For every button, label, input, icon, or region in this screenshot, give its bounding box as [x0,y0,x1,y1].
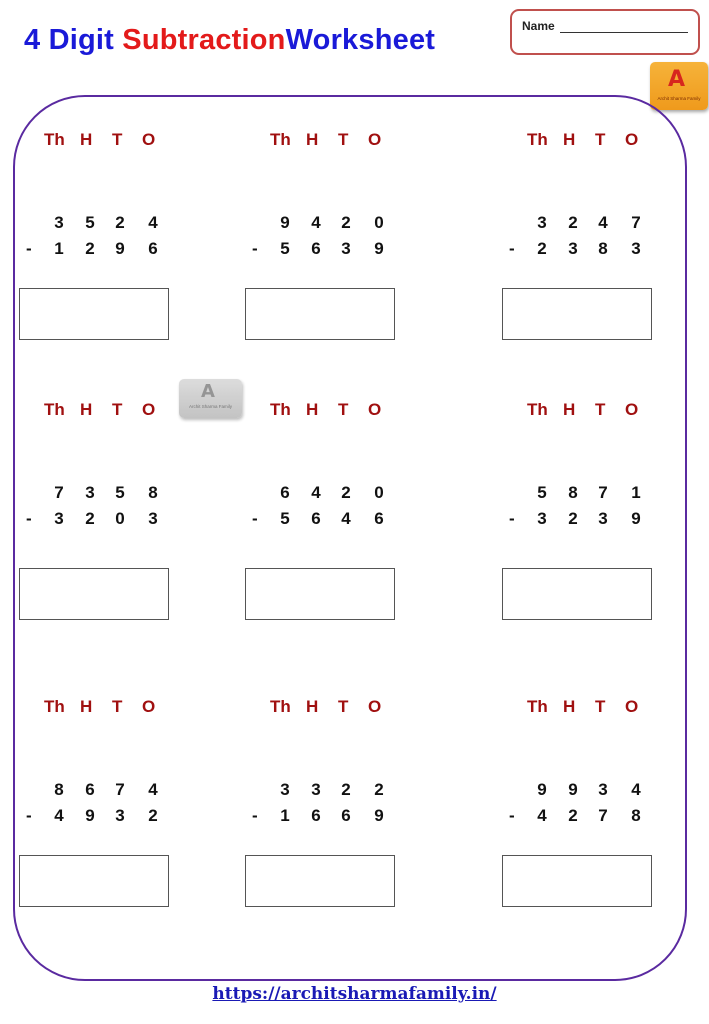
answer-box[interactable] [502,288,652,340]
minuend-digit: 5 [115,483,125,502]
minuend-digit: 4 [311,213,321,232]
minuend-digit: 2 [374,780,384,799]
subtrahend-digit: 5 [280,509,290,528]
minus-sign: - [509,509,515,528]
place-header-th: Th [270,697,291,716]
minuend-digit: 9 [537,780,547,799]
minuend-digit: 8 [148,483,158,502]
subtrahend-digit: 3 [341,239,351,258]
subtrahend-digit: 3 [568,239,578,258]
watermark-caption: Archit Sharma Family [188,404,232,409]
logo-a-icon: A [668,67,686,92]
place-header-t: T [338,400,349,419]
minuend-digit: 7 [598,483,608,502]
minuend-digit: 7 [631,213,641,232]
place-header-o: O [625,400,639,419]
minus-sign: - [26,806,32,825]
place-header-th: Th [527,130,548,149]
minuend-digit: 3 [598,780,608,799]
minus-sign: - [26,509,32,528]
title-part-2: Subtraction [122,24,286,56]
subtrahend-digit: 2 [568,806,578,825]
subtrahend-digit: 3 [54,509,64,528]
subtrahend-digit: 1 [54,239,64,258]
answer-box[interactable] [245,855,395,907]
minuend-digit: 1 [631,483,641,502]
place-header-h: H [563,130,576,149]
subtrahend-digit: 4 [54,806,64,825]
minuend-digit: 3 [54,213,64,232]
minuend-digit: 3 [280,780,290,799]
subtrahend-digit: 8 [631,806,641,825]
minuend-digit: 2 [341,780,351,799]
place-header-h: H [306,400,319,419]
minus-sign: - [26,239,32,258]
minus-sign: - [509,806,515,825]
subtrahend-digit: 9 [374,806,384,825]
answer-box[interactable] [19,855,169,907]
minuend-digit: 6 [85,780,95,799]
place-header-t: T [595,697,606,716]
subtrahend-digit: 9 [85,806,95,825]
place-header-o: O [142,130,156,149]
place-header-t: T [112,400,123,419]
subtrahend-digit: 9 [631,509,641,528]
subtrahend-digit: 3 [148,509,158,528]
minuend-digit: 4 [148,213,158,232]
place-header-t: T [595,400,606,419]
minuend-digit: 3 [311,780,321,799]
minus-sign: - [509,239,515,258]
footer-link[interactable]: https://architsharmafamily.in/ [212,984,497,1004]
brand-logo [650,62,708,110]
minuend-digit: 3 [85,483,95,502]
place-header-h: H [80,130,93,149]
minus-sign: - [252,239,258,258]
title-part-3: Worksheet [285,24,436,56]
subtrahend-digit: 2 [148,806,158,825]
answer-box[interactable] [502,568,652,620]
worksheet-title [24,24,435,57]
place-header-h: H [563,400,576,419]
minuend-digit: 4 [311,483,321,502]
subtrahend-digit: 0 [115,509,125,528]
place-header-t: T [338,697,349,716]
minuend-digit: 2 [341,483,351,502]
answer-box[interactable] [19,568,169,620]
subtrahend-digit: 3 [115,806,125,825]
watermark-a-icon: A [201,381,215,402]
subtrahend-digit: 2 [85,239,95,258]
subtrahend-digit: 1 [280,806,290,825]
subtrahend-digit: 6 [311,509,321,528]
place-header-th: Th [527,697,548,716]
minuend-digit: 6 [280,483,290,502]
minuend-digit: 2 [341,213,351,232]
subtrahend-digit: 3 [537,509,547,528]
place-header-h: H [80,697,93,716]
minuend-digit: 9 [280,213,290,232]
minuend-digit: 0 [374,213,384,232]
subtrahend-digit: 6 [148,239,158,258]
place-header-o: O [368,400,382,419]
place-header-o: O [625,130,639,149]
minuend-digit: 8 [568,483,578,502]
place-header-t: T [112,130,123,149]
place-header-th: Th [44,697,65,716]
subtrahend-digit: 6 [341,806,351,825]
minuend-digit: 7 [54,483,64,502]
minuend-digit: 0 [374,483,384,502]
answer-box[interactable] [502,855,652,907]
place-header-h: H [563,697,576,716]
subtrahend-digit: 2 [537,239,547,258]
subtrahend-digit: 6 [374,509,384,528]
answer-box[interactable] [245,288,395,340]
subtrahend-digit: 7 [598,806,608,825]
minuend-digit: 2 [568,213,578,232]
minuend-digit: 7 [115,780,125,799]
place-header-o: O [142,697,156,716]
place-header-t: T [338,130,349,149]
place-header-o: O [368,130,382,149]
minus-sign: - [252,509,258,528]
minuend-digit: 8 [54,780,64,799]
subtrahend-digit: 2 [85,509,95,528]
subtrahend-digit: 6 [311,806,321,825]
title-part-1: 4 Digit [24,24,115,56]
place-header-h: H [306,697,319,716]
name-field[interactable] [510,9,700,55]
subtrahend-digit: 8 [598,239,608,258]
answer-box[interactable] [19,288,169,340]
place-header-o: O [368,697,382,716]
minuend-digit: 4 [148,780,158,799]
subtrahend-digit: 6 [311,239,321,258]
subtrahend-digit: 3 [598,509,608,528]
place-header-o: O [142,400,156,419]
minuend-digit: 2 [115,213,125,232]
subtrahend-digit: 4 [341,509,351,528]
place-header-th: Th [270,400,291,419]
subtrahend-digit: 3 [631,239,641,258]
minuend-digit: 5 [85,213,95,232]
minuend-digit: 9 [568,780,578,799]
place-header-th: Th [527,400,548,419]
name-label: Name [522,19,555,33]
minuend-digit: 4 [631,780,641,799]
minuend-digit: 5 [537,483,547,502]
logo-caption: Archit Sharma Family [657,96,701,101]
name-line [560,32,688,33]
minuend-digit: 3 [537,213,547,232]
place-header-th: Th [44,130,65,149]
subtrahend-digit: 4 [537,806,547,825]
place-header-th: Th [270,130,291,149]
minuend-digit: 4 [598,213,608,232]
place-header-t: T [595,130,606,149]
place-header-h: H [80,400,93,419]
minus-sign: - [252,806,258,825]
subtrahend-digit: 9 [115,239,125,258]
subtrahend-digit: 5 [280,239,290,258]
subtrahend-digit: 9 [374,239,384,258]
answer-box[interactable] [245,568,395,620]
subtrahend-digit: 2 [568,509,578,528]
place-header-h: H [306,130,319,149]
place-header-t: T [112,697,123,716]
place-header-o: O [625,697,639,716]
place-header-th: Th [44,400,65,419]
